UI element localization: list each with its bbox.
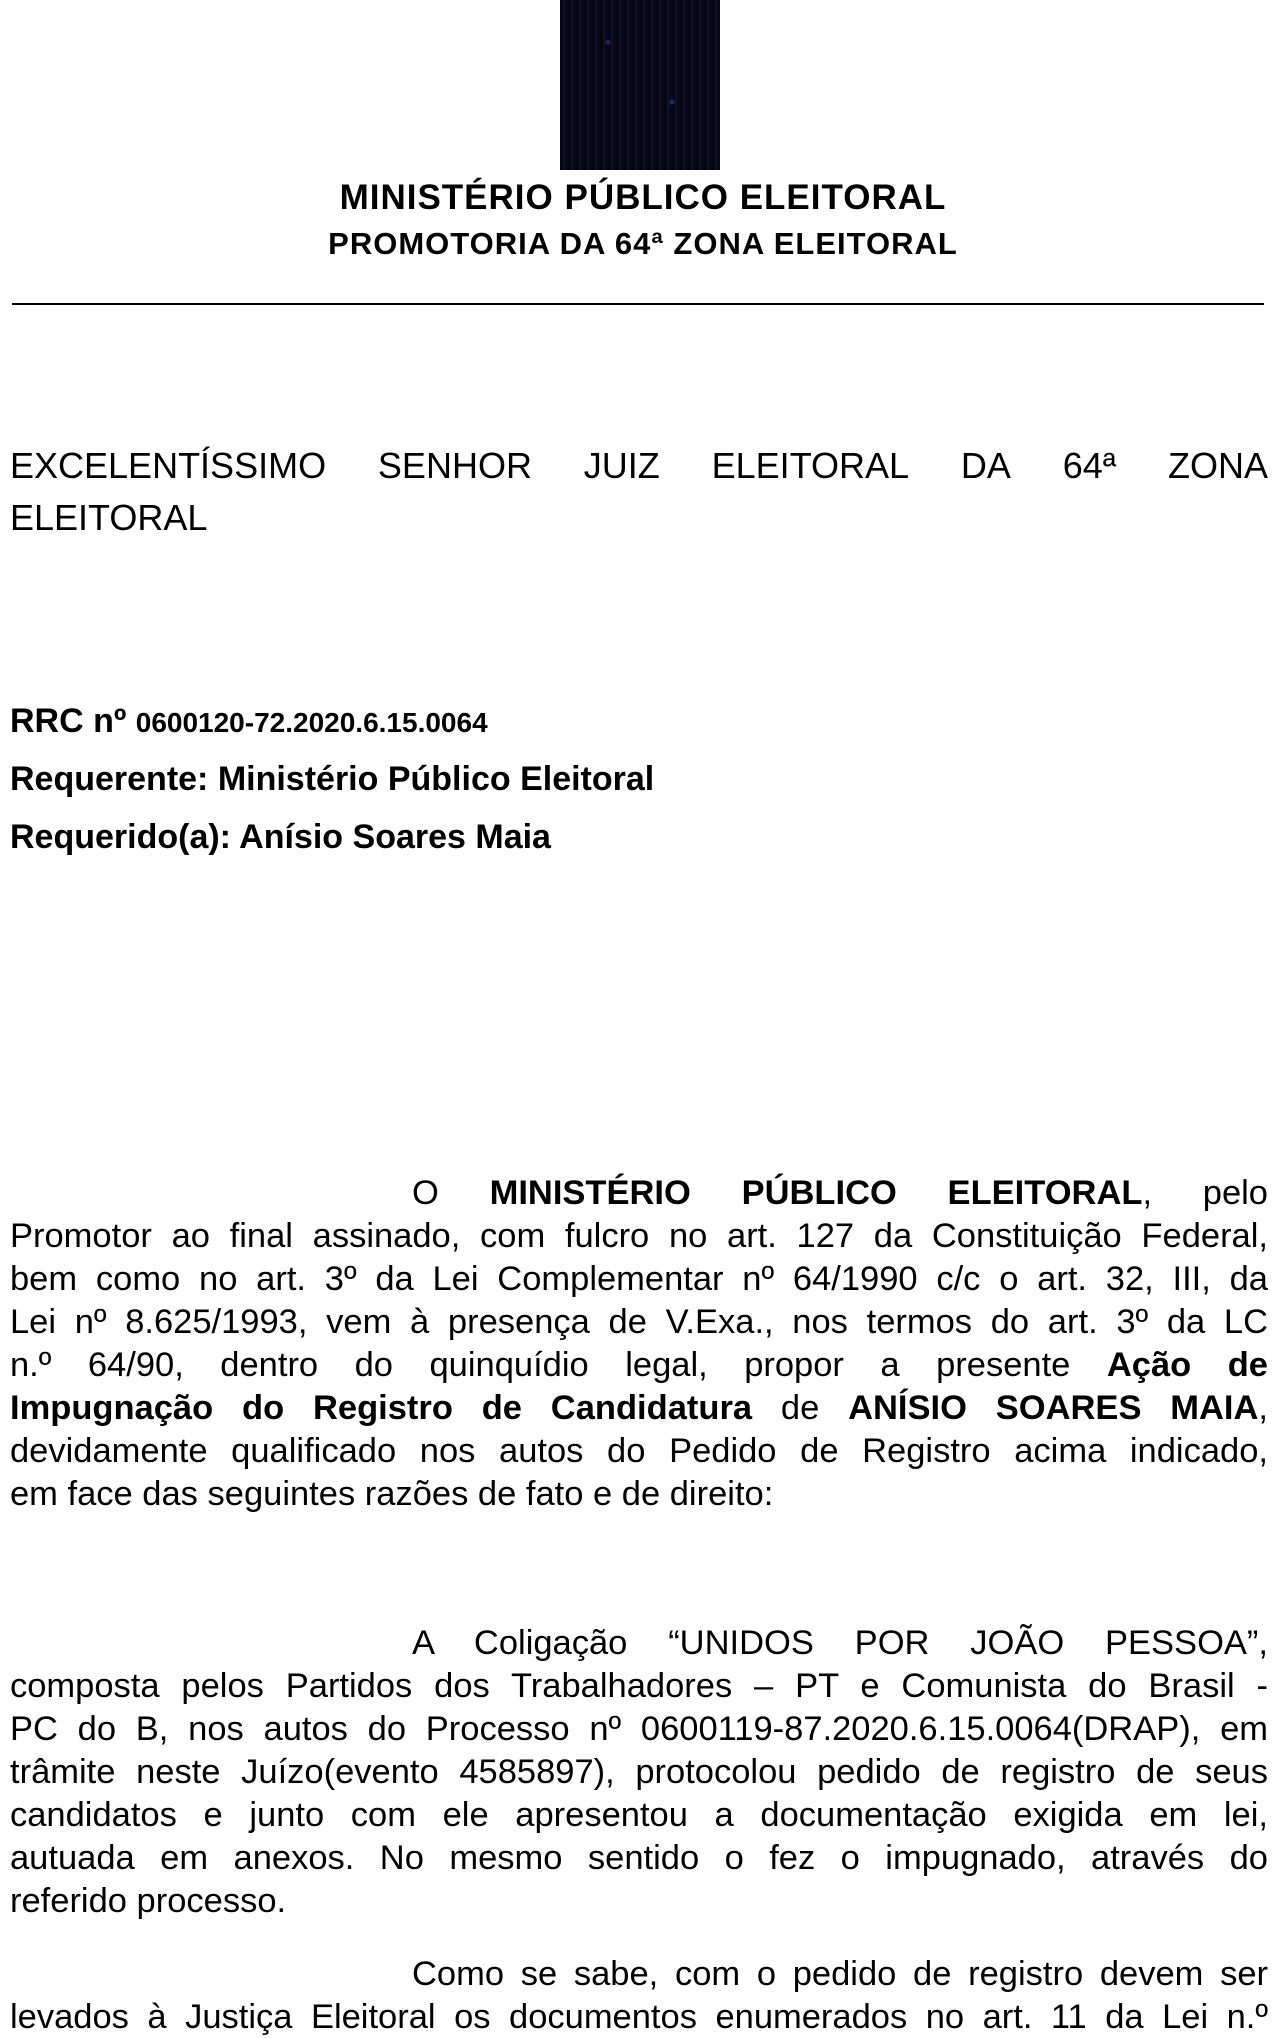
paragraph-line: candidatos e junto com ele apresentou a documentação exigida em lei, bbox=[10, 1796, 1268, 1834]
addressee-word: ZONA bbox=[1167, 445, 1268, 486]
text-bold: ANÍSIO SOARES MAIA bbox=[848, 1389, 1259, 1427]
paragraph-line: composta pelos Partidos dos Trabalhadores – PT e Comunista do Brasil - bbox=[10, 1667, 1268, 1705]
paragraph-line: Promotor ao final assinado, com fulcro no art. 127 da Constituição Federal, bbox=[10, 1217, 1268, 1255]
coat-of-arms-emblem bbox=[560, 0, 720, 170]
paragraph-line: em face das seguintes razões de fato e de direito: bbox=[10, 1475, 774, 1513]
header-promotoria: PROMOTORIA DA 64ª ZONA ELEITORAL bbox=[328, 226, 958, 261]
paragraph-line: trâmite neste Juízo(evento 4585897), protocolou pedido de registro de seus bbox=[10, 1753, 1268, 1791]
addressee bbox=[10, 440, 1268, 544]
text-span: O bbox=[412, 1174, 490, 1212]
paragraph-line: referido processo. bbox=[10, 1882, 287, 1920]
paragraph-line: PC do B, nos autos do Processo nº 0600119-87.2020.6.15.0064(DRAP), em bbox=[10, 1710, 1268, 1748]
text-bold: MINISTÉRIO PÚBLICO ELEITORAL bbox=[489, 1174, 1143, 1212]
requerido: Requerido(a): Anísio Soares Maia bbox=[10, 818, 551, 856]
text-bold: Ação de bbox=[1106, 1346, 1268, 1384]
addressee-word: EXCELENTÍSSIMO bbox=[10, 445, 327, 486]
header-institution: MINISTÉRIO PÚBLICO ELEITORAL bbox=[339, 178, 947, 217]
paragraph-line: Lei nº 8.625/1993, vem à presença de V.Exa., nos termos do art. 3º da LC bbox=[10, 1303, 1268, 1341]
addressee-word: SENHOR bbox=[377, 445, 532, 486]
addressee-word: ELEITORAL bbox=[711, 445, 910, 486]
paragraph-line: A Coligação “UNIDOS POR JOÃO PESSOA”, bbox=[412, 1624, 1268, 1662]
addressee-word: 64ª bbox=[1062, 445, 1117, 486]
text-span: , bbox=[1258, 1389, 1269, 1427]
addressee-line-2: ELEITORAL bbox=[10, 497, 208, 538]
addressee-word: DA bbox=[960, 445, 1011, 486]
requerente: Requerente: Ministério Público Eleitoral bbox=[10, 760, 655, 798]
paragraph-intro bbox=[10, 1172, 1268, 1516]
paragraph-facts bbox=[10, 1622, 1268, 1923]
text-bold: Impugnação do Registro de Candidatura bbox=[10, 1389, 753, 1427]
paragraph-line: bem como no art. 3º da Lei Complementar nº 64/1990 c/c o art. 32, III, da bbox=[10, 1260, 1268, 1298]
paragraph-line bbox=[10, 1172, 1268, 1215]
addressee-word: JUIZ bbox=[583, 445, 660, 486]
text-span: de bbox=[752, 1389, 849, 1427]
paragraph-line: levados à Justiça Eleitoral os documentos enumerados no art. 11 da Lei n.º bbox=[10, 1998, 1268, 2036]
paragraph-documents bbox=[10, 1953, 1268, 2039]
rrc-number bbox=[10, 702, 488, 741]
text-span: n.º 64/90, dentro do quinquídio legal, propor a presente bbox=[10, 1346, 1107, 1384]
header-divider bbox=[12, 303, 1264, 305]
paragraph-line bbox=[10, 1344, 1268, 1387]
paragraph-line: autuada em anexos. No mesmo sentido o fez o impugnado, através do bbox=[10, 1839, 1268, 1877]
rrc-label: RRC nº bbox=[10, 702, 127, 740]
paragraph-line bbox=[10, 1387, 1268, 1430]
rrc-value: 0600120-72.2020.6.15.0064 bbox=[135, 707, 488, 738]
addressee-line-1 bbox=[10, 440, 1268, 492]
text-span: , pelo bbox=[1142, 1174, 1268, 1212]
paragraph-line: devidamente qualificado nos autos do Pedido de Registro acima indicado, bbox=[10, 1432, 1268, 1470]
paragraph-line: Como se sabe, com o pedido de registro devem ser bbox=[412, 1955, 1268, 1993]
